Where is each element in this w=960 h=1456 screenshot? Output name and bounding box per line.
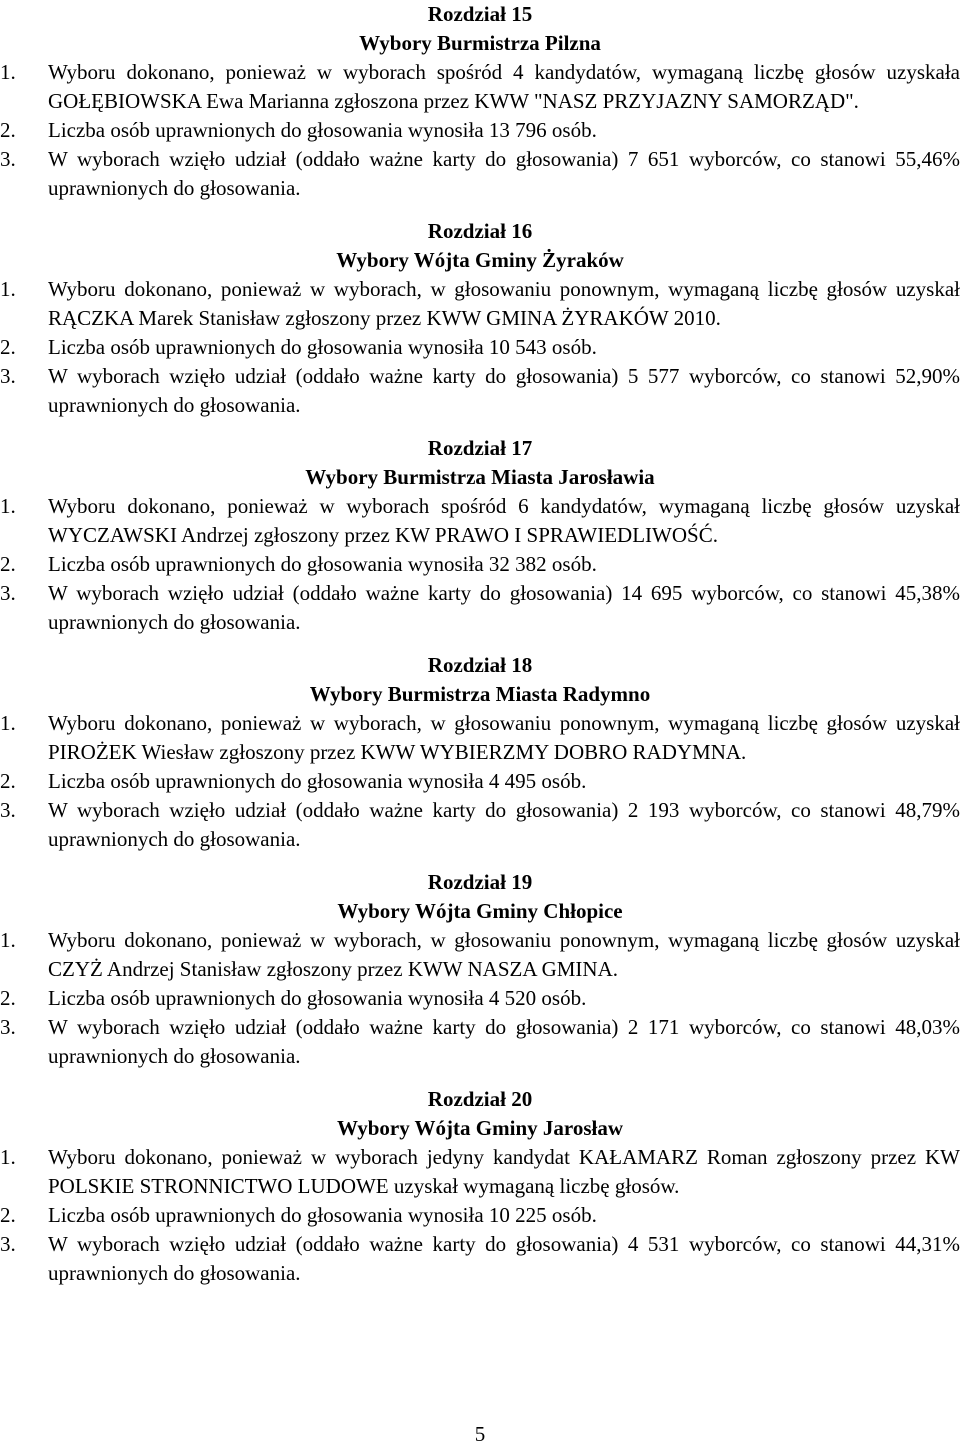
numbered-list <box>0 1143 960 1288</box>
chapter-spacer <box>0 854 960 868</box>
chapter-heading: Rozdział 19 <box>427 870 533 894</box>
chapter-spacer <box>0 1071 960 1085</box>
item-number: 3. <box>0 147 16 171</box>
list-item <box>0 579 960 637</box>
page-number: 5 <box>474 1422 486 1446</box>
item-number: 1. <box>0 1145 16 1169</box>
numbered-list <box>0 492 960 637</box>
chapter-heading: Rozdział 15 <box>427 2 533 26</box>
item-number: 1. <box>0 494 16 518</box>
item-number: 3. <box>0 364 16 388</box>
item-text: Liczba osób uprawnionych do głosowania wynosiła 4 520 osób. <box>48 986 587 1010</box>
item-text: Liczba osób uprawnionych do głosowania wynosiła 10 543 osób. <box>48 335 597 359</box>
item-number: 3. <box>0 798 16 822</box>
numbered-list <box>0 275 960 420</box>
item-text: Liczba osób uprawnionych do głosowania wynosiła 32 382 osób. <box>48 552 597 576</box>
chapter-title: Wybory Burmistrza Miasta Radymno <box>309 682 651 706</box>
item-text: Wyboru dokonano, ponieważ w wyborach, w głosowaniu ponownym, wymaganą liczbę głosów uzyskał RĄCZKA Marek Stanisław zgłoszony przez KWW GMINA ŻYRAKÓW 2010. <box>48 277 960 330</box>
item-text: Wyboru dokonano, ponieważ w wyborach spośród 4 kandydatów, wymaganą liczbę głosów uzyskała GOŁĘBIOWSKA Ewa Marianna zgłoszona przez KWW "NASZ PRZYJAZNY SAMORZĄD". <box>48 60 960 113</box>
chapter-heading: Rozdział 17 <box>427 436 533 460</box>
item-number: 3. <box>0 1015 16 1039</box>
item-text: Liczba osób uprawnionych do głosowania wynosiła 13 796 osób. <box>48 118 597 142</box>
numbered-list <box>0 926 960 1071</box>
list-item <box>0 275 960 333</box>
chapter-section <box>0 217 960 420</box>
item-text: W wyborach wzięło udział (oddało ważne karty do głosowania) 7 651 wyborców, co stanowi 55,46% uprawnionych do głosowania. <box>48 147 960 200</box>
chapter-spacer <box>0 637 960 651</box>
item-text: Liczba osób uprawnionych do głosowania wynosiła 10 225 osób. <box>48 1203 597 1227</box>
item-text: Wyboru dokonano, ponieważ w wyborach, w głosowaniu ponownym, wymaganą liczbę głosów uzyskał PIROŻEK Wiesław zgłoszony przez KWW WYBIERZMY DOBRO RADYMNA. <box>48 711 960 764</box>
list-item <box>0 116 960 145</box>
list-item <box>0 1230 960 1288</box>
list-item <box>0 58 960 116</box>
list-item <box>0 767 960 796</box>
numbered-list <box>0 58 960 203</box>
list-item <box>0 1143 960 1201</box>
chapter-title: Wybory Wójta Gminy Chłopice <box>337 899 623 923</box>
list-item <box>0 1013 960 1071</box>
item-text: W wyborach wzięło udział (oddało ważne karty do głosowania) 4 531 wyborców, co stanowi 44,31% uprawnionych do głosowania. <box>48 1232 960 1285</box>
list-item <box>0 550 960 579</box>
chapter-section <box>0 434 960 637</box>
list-item <box>0 362 960 420</box>
chapter-spacer <box>0 203 960 217</box>
chapter-section <box>0 868 960 1071</box>
item-number: 1. <box>0 711 16 735</box>
item-text: Wyboru dokonano, ponieważ w wyborach, w głosowaniu ponownym, wymaganą liczbę głosów uzyskał CZYŻ Andrzej Stanisław zgłoszony przez KWW NASZA GMINA. <box>48 928 960 981</box>
numbered-list <box>0 709 960 854</box>
list-item <box>0 984 960 1013</box>
item-number: 3. <box>0 581 16 605</box>
chapter-heading: Rozdział 18 <box>427 653 533 677</box>
list-item <box>0 145 960 203</box>
item-text: Wyboru dokonano, ponieważ w wyborach spośród 6 kandydatów, wymaganą liczbę głosów uzyskał WYCZAWSKI Andrzej zgłoszony przez KW PRAWO I SPRAWIEDLIWOŚĆ. <box>48 494 960 547</box>
item-number: 2. <box>0 769 16 793</box>
item-number: 2. <box>0 986 16 1010</box>
list-item <box>0 1201 960 1230</box>
item-number: 1. <box>0 60 16 84</box>
item-number: 1. <box>0 277 16 301</box>
item-number: 2. <box>0 1203 16 1227</box>
chapter-section <box>0 651 960 854</box>
chapter-heading: Rozdział 20 <box>427 1087 533 1111</box>
chapter-section <box>0 1085 960 1288</box>
chapter-title: Wybory Burmistrza Miasta Jarosławia <box>305 465 655 489</box>
item-text: W wyborach wzięło udział (oddało ważne karty do głosowania) 14 695 wyborców, co stanowi 45,38% uprawnionych do głosowania. <box>48 581 960 634</box>
item-text: Liczba osób uprawnionych do głosowania wynosiła 4 495 osób. <box>48 769 587 793</box>
item-number: 1. <box>0 928 16 952</box>
item-number: 2. <box>0 118 16 142</box>
item-number: 2. <box>0 335 16 359</box>
list-item <box>0 709 960 767</box>
item-text: Wyboru dokonano, ponieważ w wyborach jedyny kandydat KAŁAMARZ Roman zgłoszony przez KW POLSKIE STRONNICTWO LUDOWE uzyskał wymaganą liczbę głosów. <box>48 1145 960 1198</box>
list-item <box>0 492 960 550</box>
chapter-title: Wybory Wójta Gminy Jarosław <box>336 1116 624 1140</box>
chapter-spacer <box>0 420 960 434</box>
chapter-heading: Rozdział 16 <box>427 219 533 243</box>
chapter-section <box>0 0 960 203</box>
item-text: W wyborach wzięło udział (oddało ważne karty do głosowania) 2 193 wyborców, co stanowi 48,79% uprawnionych do głosowania. <box>48 798 960 851</box>
item-number: 2. <box>0 552 16 576</box>
item-text: W wyborach wzięło udział (oddało ważne karty do głosowania) 5 577 wyborców, co stanowi 52,90% uprawnionych do głosowania. <box>48 364 960 417</box>
item-number: 3. <box>0 1232 16 1256</box>
list-item <box>0 333 960 362</box>
list-item <box>0 926 960 984</box>
chapter-title: Wybory Burmistrza Pilzna <box>359 31 601 55</box>
item-text: W wyborach wzięło udział (oddało ważne karty do głosowania) 2 171 wyborców, co stanowi 48,03% uprawnionych do głosowania. <box>48 1015 960 1068</box>
list-item <box>0 796 960 854</box>
chapter-title: Wybory Wójta Gminy Żyraków <box>336 248 624 272</box>
